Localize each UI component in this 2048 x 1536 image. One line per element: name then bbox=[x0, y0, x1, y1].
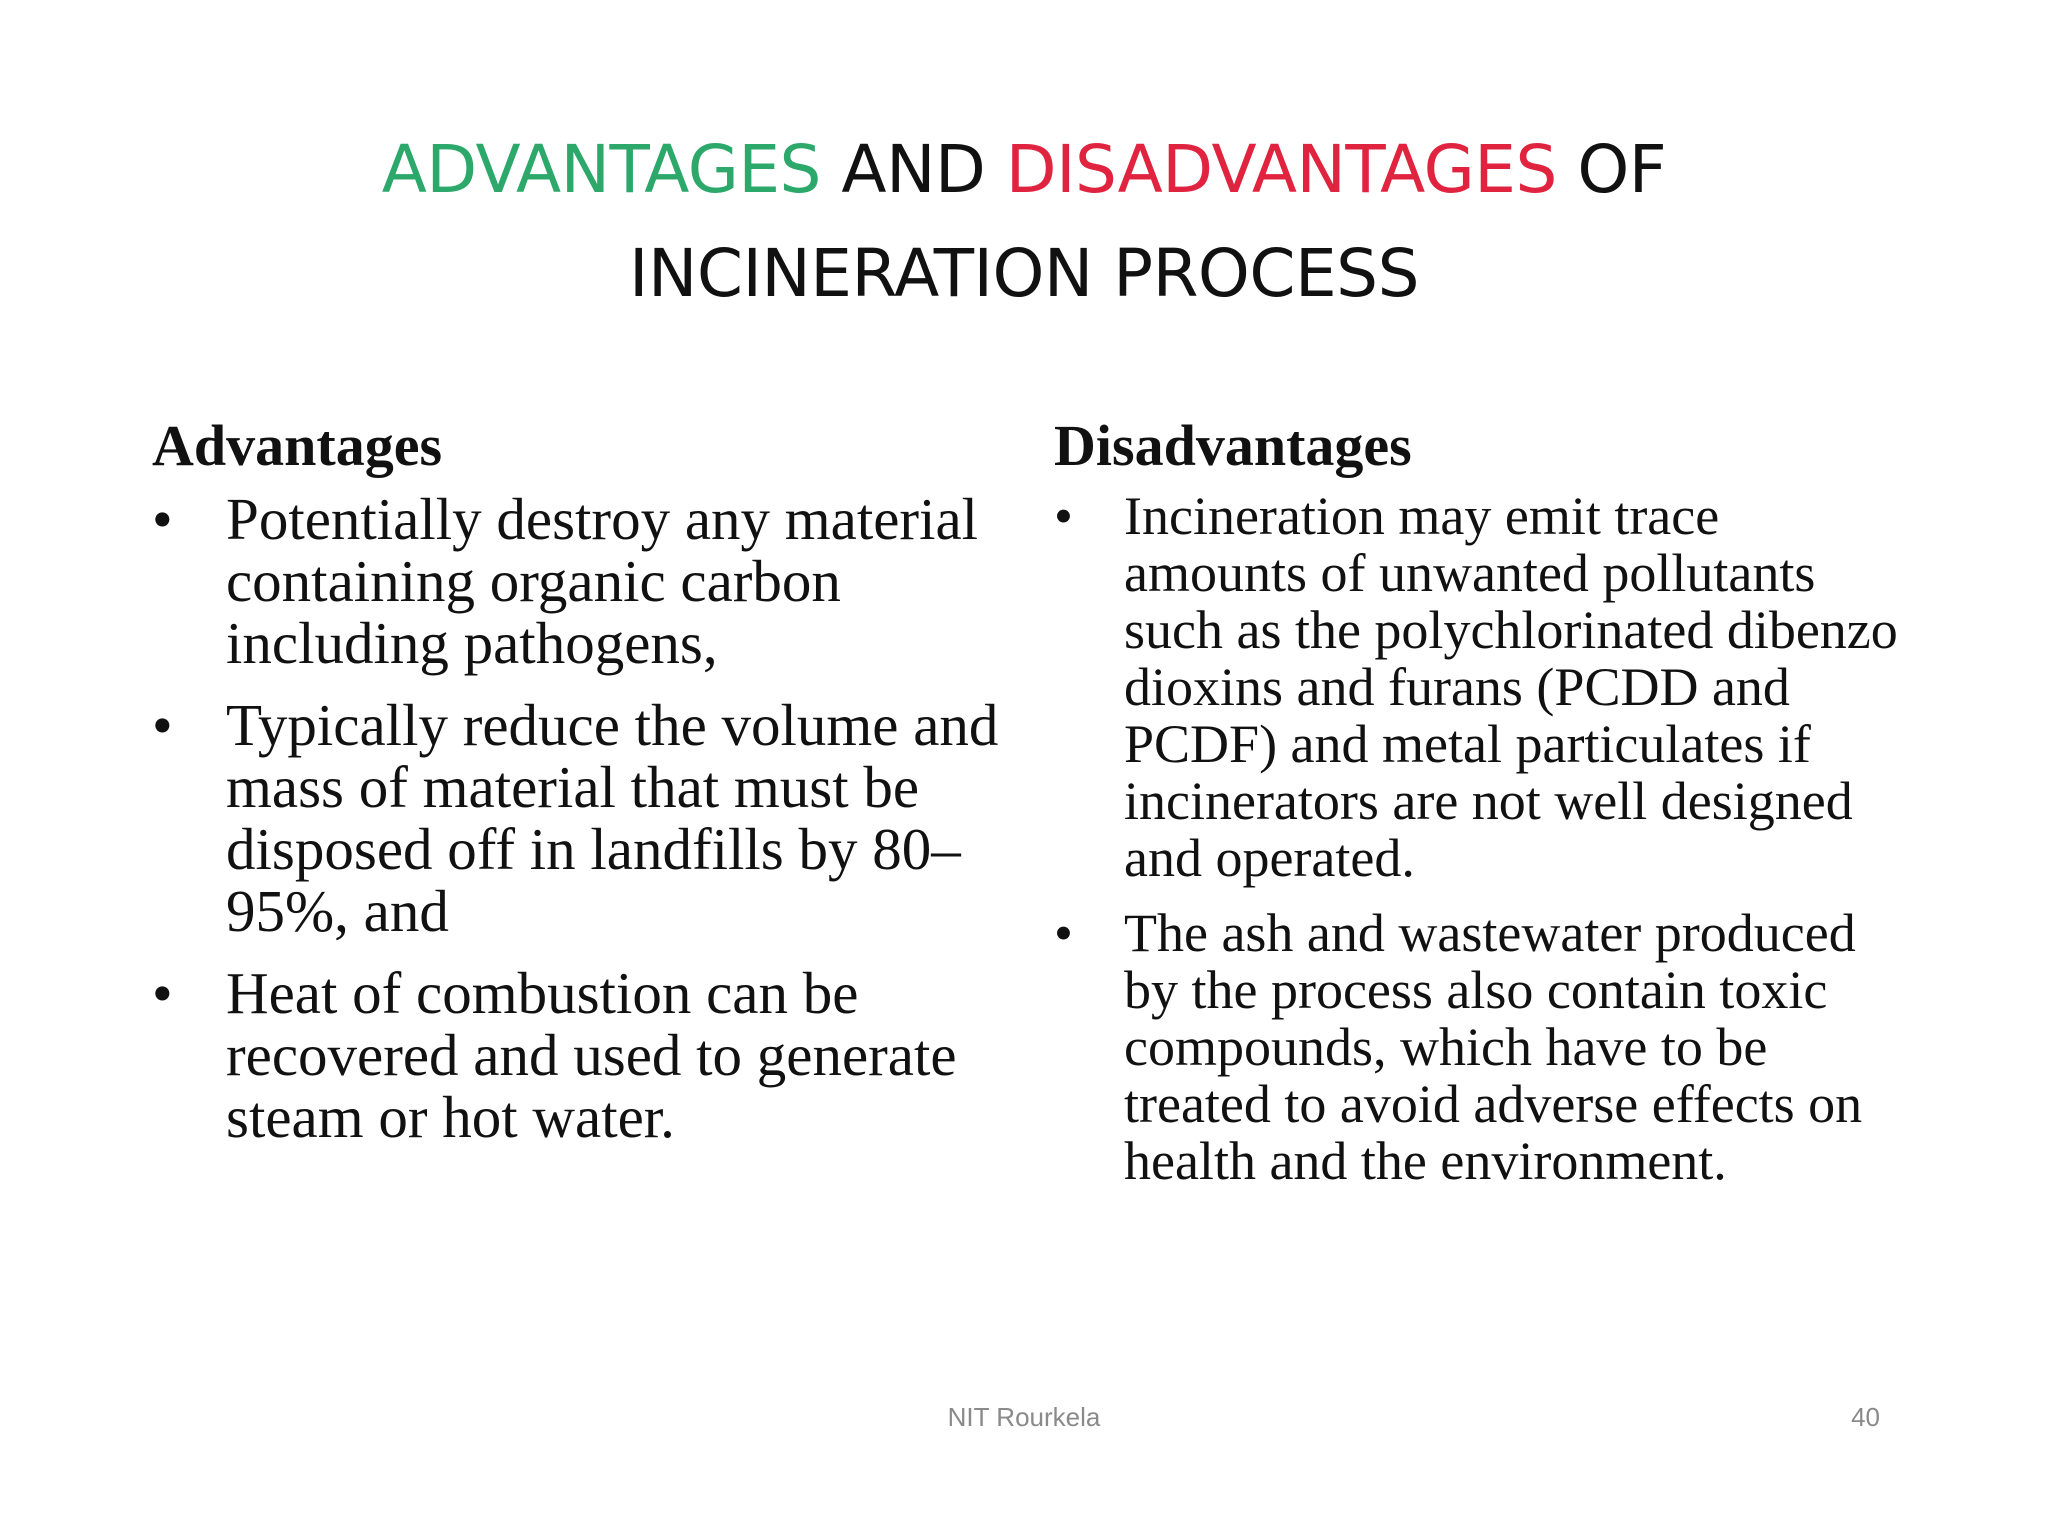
page-number: 40 bbox=[1851, 1402, 1880, 1432]
title-advantages-word: ADVANTAGES bbox=[381, 131, 821, 208]
disadvantage-text: Incineration may emit trace amounts of unwanted pollutants such as the polychlorinated dibenzo dioxins and furans (PCDD and PCDF) and metal particulates if incinerators are not well designed and operated. bbox=[1124, 486, 1898, 888]
disadvantages-column bbox=[1054, 410, 1914, 1208]
advantage-item bbox=[152, 488, 1012, 674]
title-of-word: OF bbox=[1556, 131, 1667, 208]
title-disadvantages-word: DISADVANTAGES bbox=[1005, 131, 1557, 208]
bullet-icon: • bbox=[152, 692, 173, 758]
advantage-item bbox=[152, 694, 1012, 942]
disadvantage-text: The ash and wastewater produced by the process also contain toxic compounds, which have to be treated to avoid adverse effects on health and the environment. bbox=[1124, 903, 1863, 1191]
bullet-icon: • bbox=[152, 486, 173, 552]
advantages-column bbox=[152, 410, 1012, 1168]
disadvantages-heading: Disadvantages bbox=[1054, 413, 1412, 478]
advantage-text: Typically reduce the volume and mass of material that must be disposed off in landfills by 80–95%, and bbox=[226, 692, 999, 944]
advantage-text: Heat of combustion can be recovered and used to generate steam or hot water. bbox=[226, 960, 957, 1150]
title-line-1 bbox=[0, 118, 2048, 222]
disadvantages-list bbox=[1054, 488, 1914, 1190]
advantage-item bbox=[152, 962, 1012, 1148]
disadvantage-item bbox=[1054, 488, 1914, 887]
bullet-icon: • bbox=[1054, 903, 1073, 963]
title-line-2: INCINERATION PROCESS bbox=[629, 235, 1419, 312]
title-and-word: AND bbox=[820, 131, 1006, 208]
slide-title bbox=[0, 118, 2048, 326]
footer-institution: NIT Rourkela bbox=[947, 1402, 1101, 1432]
bullet-icon: • bbox=[1054, 486, 1073, 546]
bullet-icon: • bbox=[152, 960, 173, 1026]
advantages-list bbox=[152, 488, 1012, 1148]
disadvantage-item bbox=[1054, 905, 1914, 1190]
advantage-text: Potentially destroy any material containing organic carbon including pathogens, bbox=[226, 486, 979, 676]
advantages-heading: Advantages bbox=[152, 413, 443, 478]
